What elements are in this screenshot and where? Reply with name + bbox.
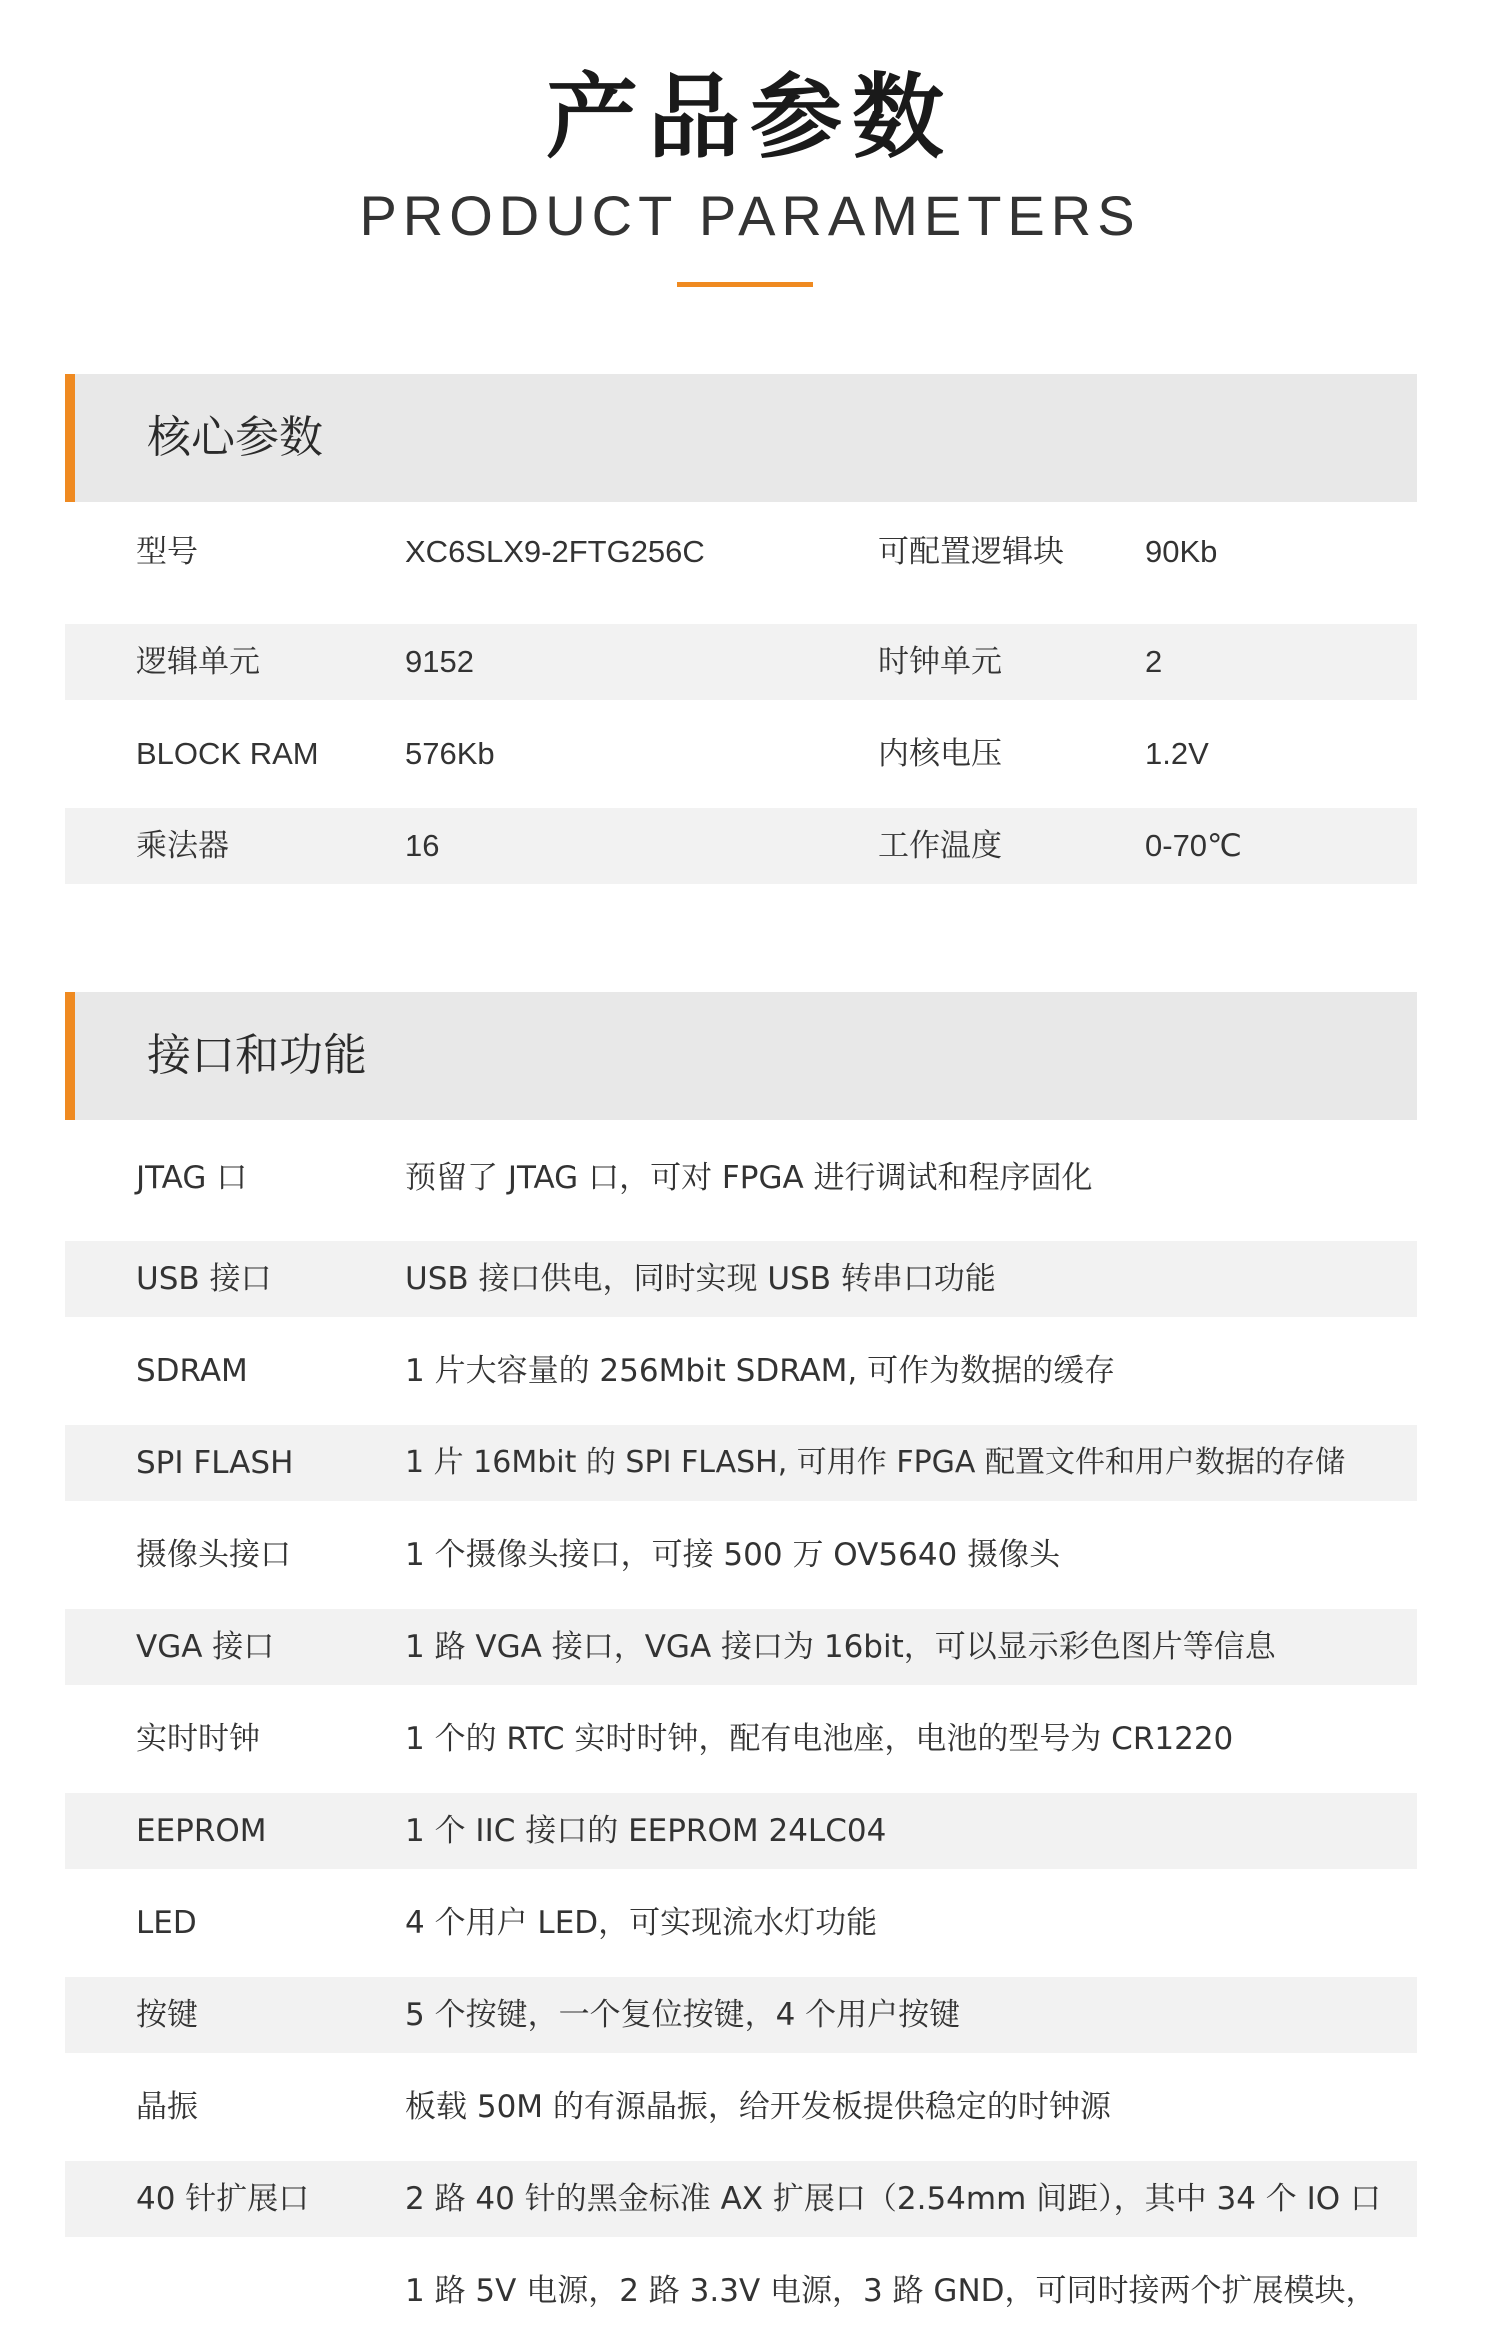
- table-row: [65, 624, 1417, 700]
- interface-desc: 1 片 16Mbit 的 SPI FLASH, 可用作 FPGA 配置文件和用户数据的存储: [405, 1445, 1345, 1480]
- interface-desc: 5 个按键，一个复位按键，4 个用户按键: [405, 1997, 961, 2033]
- interface-desc: 1 个的 RTC 实时时钟，配有电池座，电池的型号为 CR1220: [405, 1721, 1234, 1757]
- interface-desc: 1 个摄像头接口，可接 500 万 OV5640 摄像头: [405, 1537, 1061, 1573]
- interface-desc: 预留了 JTAG 口，可对 FPGA 进行调试和程序固化: [405, 1160, 1093, 1196]
- table-row: [65, 2069, 1417, 2145]
- interface-desc: 板载 50M 的有源晶振，给开发板提供稳定的时钟源: [405, 2089, 1111, 2125]
- param-label: 型号: [136, 534, 198, 570]
- table-row: [65, 1885, 1417, 1961]
- interface-desc: 1 个 IIC 接口的 EEPROM 24LC04: [405, 1813, 887, 1849]
- table-row: [65, 1609, 1417, 1685]
- section-header-interfaces: [65, 992, 1417, 1120]
- param-value: 1.2V: [1145, 736, 1209, 771]
- interface-desc: USB 接口供电，同时实现 USB 转串口功能: [405, 1261, 996, 1297]
- table-row: [65, 808, 1417, 884]
- interface-label: LED: [136, 1905, 197, 1941]
- param-label: 逻辑单元: [136, 644, 260, 680]
- param-value: 576Kb: [405, 736, 495, 771]
- interface-label: 晶振: [136, 2089, 198, 2125]
- section-title-core: 核心参数: [147, 412, 323, 463]
- interface-desc: 2 路 40 针的黑金标准 AX 扩展口（2.54mm 间距），其中 34 个 IO 口: [405, 2181, 1382, 2217]
- interface-label: JTAG 口: [136, 1160, 248, 1196]
- param-value: XC6SLX9-2FTG256C: [405, 534, 705, 569]
- table-row: [65, 716, 1417, 792]
- table-row: [65, 1241, 1417, 1317]
- table-row: [65, 1977, 1417, 2053]
- interface-label: VGA 接口: [136, 1629, 275, 1665]
- interface-label: SDRAM: [136, 1353, 248, 1389]
- interface-desc: 1 路 5V 电源，2 路 3.3V 电源，3 路 GND，可同时接两个扩展模块，: [405, 2273, 1377, 2309]
- table-row: [65, 1701, 1417, 1777]
- param-label: 时钟单元: [878, 644, 1002, 680]
- page-subtitle: PRODUCT PARAMETERS: [359, 184, 1141, 247]
- table-row: [65, 2161, 1417, 2237]
- interface-label: 40 针扩展口: [136, 2181, 310, 2217]
- interface-label: EEPROM: [136, 1813, 267, 1849]
- interface-label: 实时时钟: [136, 1721, 260, 1757]
- param-value: 16: [405, 828, 440, 863]
- interface-desc: 1 路 VGA 接口，VGA 接口为 16bit，可以显示彩色图片等信息: [405, 1629, 1276, 1665]
- title-underline: [677, 282, 813, 287]
- table-row: [65, 1140, 1417, 1216]
- interface-label: SPI FLASH: [136, 1445, 294, 1481]
- param-label: 乘法器: [136, 828, 229, 864]
- interface-desc: 4 个用户 LED，可实现流水灯功能: [405, 1905, 878, 1941]
- section-header-core: [65, 374, 1417, 502]
- table-row: [65, 1517, 1417, 1593]
- table-row: [65, 1333, 1417, 1409]
- param-label: 可配置逻辑块: [878, 534, 1064, 570]
- param-value: 90Kb: [1145, 534, 1218, 569]
- param-value: 2: [1145, 644, 1163, 679]
- param-label: 工作温度: [878, 828, 1002, 864]
- interface-label: 按键: [136, 1997, 198, 2033]
- table-row: [65, 502, 1417, 602]
- interface-label: USB 接口: [136, 1261, 272, 1297]
- param-label: BLOCK RAM: [136, 736, 319, 771]
- page-title: 产品参数: [545, 64, 954, 171]
- param-value: 9152: [405, 644, 474, 679]
- interface-label: 摄像头接口: [136, 1537, 291, 1573]
- table-row: [65, 2253, 1417, 2322]
- interface-desc: 1 片大容量的 256Mbit SDRAM, 可作为数据的缓存: [405, 1353, 1116, 1389]
- table-row: [65, 1425, 1417, 1501]
- param-value: 0-70℃: [1145, 828, 1242, 863]
- section-title-interfaces: 接口和功能: [147, 1030, 367, 1081]
- param-label: 内核电压: [878, 736, 1002, 772]
- table-row: [65, 1793, 1417, 1869]
